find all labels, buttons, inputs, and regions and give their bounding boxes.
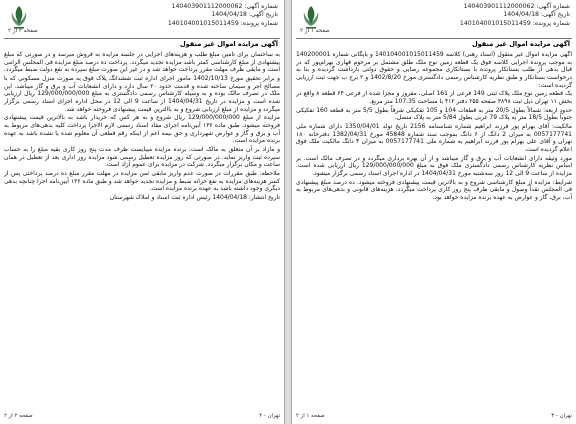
iran-emblem-icon	[300, 4, 322, 30]
ad-date: تاریخ آگهی: 1404/04/18	[503, 11, 570, 19]
page-footer	[4, 413, 280, 422]
page-title: آگهی مزایده اموال غیر منقول	[179, 40, 278, 48]
paragraph: و برابر تحقیق مورخ 1402/10/13 مامور اجرای اداره ثبت ششدانگ پلاک فوق به صورت منزل مسکونی که با مصالح آجر و سیمان ساخته شده و قدمت حدود ۲۰ سال دارد و دارای انشعابات آب و برق و گاز میباشد. این ملک در تصرف مالک بوده و به وسیله کارشناس رسمی دادگستری به مبلغ 129/000/000/000 ریال ارزیابی شده است و مزایده در تاریخ 1404/04/31 از ساعت 9 الی 12 در محل اداره اجرای اسناد رسمی برگزار میگردد و مزایده از مبلغ ارزیابی شروع و به باالترین قیمت پیشنهادی فروخته خواهد شد.	[4, 74, 280, 113]
paragraph: آگهی مزایده اموال غیر منقول (اسناد رهنی) کلاسه 140104001015011459 و بایگانی شماره 140200001 به موجب پرونده اجرایی کلاسه فوق یک قطعه زمین نوع ملک طلق مشتمل بر مرحوم قهاری بهرام‌پور که در قبال بدهی از طلب بستانکار پرونده با بستانکاری مجموعه رضایی و حقوق دولتی بازداشت گردیده و بنا به درخواست بستانکار و طبق نظریه کارشناس رسمی دادگستری مورخ 1402/8/20 و ۲ برج ب جهت ثبت ارزیابی گردیده است:	[296, 51, 572, 89]
ad-number: شماره آگهی: 140403901112000062	[463, 3, 570, 10]
document-body	[4, 51, 280, 412]
footer-left: صفحه ۱ از ۲	[296, 413, 325, 419]
iran-emblem-icon	[8, 4, 30, 30]
case-number: شماره پرونده: 140104001015011459	[167, 19, 278, 27]
page-indicator: صفحه ۱ از ۲	[300, 28, 330, 34]
header-divider	[4, 38, 280, 39]
paragraph: تاریخ انتشار: 1404/04/18 رئیس اداره ثبت اسناد و املاک شهرستان	[109, 193, 280, 201]
ad-number: شماره آگهی: 140403901112000062	[171, 3, 278, 10]
ad-date: تاریخ آگهی: 1404/04/18	[211, 11, 278, 19]
page-footer	[296, 413, 572, 422]
paragraph: حدود اربعه: شمالاً بطول 20/5 متر به قطعات 104 و 105 تفکیکی شرقاً بطول 5/5 متر به قطعه 160 تفکیکی جنوباً بطول 18/5 متر به پلاک 79 غربی بطول 5/84 متر به پلاک متصل.	[296, 106, 572, 122]
paragraph: ملاحظه: طبق مقررات در صورت عدم واریز مابقی ثمن مزایده در مهلت مقرر مبلغ ده درصد پرداختی پس از کسر هزینه‌های مزایده به نفع خزانه ضبط و مزایده تجدید خواهد شد و طبق ماده ۱۳۶ آیین‌نامه اجرا چنانچه بدهی دیگری وجود داشته باشد به عهده برنده مزایده است.	[4, 169, 280, 193]
paragraph: مورد وثیقه دارای انشعابات آب و برق و گاز میباشد و از آن بهره برداری میگردد و در تصرف مالک است. بر اساس نظریه کارشناس رسمی دادگستری ملک فوق به مبلغ 129/000/000/000 ریال ارزیابی شده است. مزایده از ساعت 9 الی 12 روز سه‌شنبه مورخ 1404/04/31 در اداره اجرای اسناد رسمی برگزار میشود.	[296, 154, 572, 177]
ad-meta-block	[460, 3, 570, 28]
footer-right: تهران - ۴	[259, 413, 280, 419]
page-indicator: صفحه ۲ از ۲	[8, 28, 38, 34]
paragraph: مزایده از مبلغ 129/000/000/000 ریال شروع و به هر کس که خریدار باشد به بالاترین قیمت پیشنهادی فروخته میشود. طبق ماده ۱۳۶ آیین‌نامه اجرای مفاد اسناد رسمی لازم الاجرا پرداخت کلیه بدهی‌های مربوط به آب و برق و گاز و عوارض شهرداری و حق بیمه اعم از اینکه رقم قطعی آن معلوم شده یا نشده باشد به عهده برنده مزایده است.	[4, 114, 280, 145]
document-page-1	[291, 0, 576, 424]
ad-meta-block	[168, 3, 278, 28]
document-body	[296, 51, 572, 412]
page-header	[292, 0, 576, 52]
page-header	[0, 0, 284, 52]
paragraph: یک قطعه زمین نوع ملک پلاک ثبتی 149 فرعی از 161 اصلی، مفروز و مجزا شده از فرعی ۶۴ قطعه ۸ واقع در بخش ۱۱ تهران ذیل ثبت ۳۸۹۸ صفحه ۲۵۵ دفتر ۴۱۲ با مساحت 107.35 متر مربع.	[296, 90, 572, 105]
footer-left: صفحه ۲ از ۲	[4, 413, 33, 419]
header-divider	[296, 38, 572, 39]
paragraph: به ساختمان برای تامین مبلغ طلب و هزینه‌های اجرایی در جلسه مزایده به فروش میرسد و در صورتی که مبلغ پیشنهادی از مبلغ کارشناسی کمتر باشد مزایده تجدید میگردد. پرداخت ده درصد مبلغ مزایده فی المجلس الزامی است و مابقی ظرف مهلت مقرر پرداخت خواهد شد و در غیر این صورت مبلغ سپرده به نفع دولت ضبط میگردد.	[4, 51, 280, 74]
document-page-2	[0, 0, 285, 424]
paragraph: شرایط: مزایده از مبلغ کارشناسی شروع و به بالاترین قیمت پیشنهادی فروخته میشود. ده درصد مبلغ پیشنهادی فی المجلس نقداً وصول و مابقی ظرف پنج روز کاری پرداخت میگردد. هزینه‌های قانونی و بدهی‌های مربوط به آب، برق، گاز و عوارض به عهده برنده مزایده خواهد بود.	[296, 178, 572, 201]
case-number: شماره پرونده: 140104001015011459	[459, 19, 570, 27]
paragraph: مالکیت: آقای بهرام پور فرزند ابراهیم شماره شناسنامه 2156 تاریخ تولد 1350/04/01 دارای شماره ملی 0057177741 به میزان 2 دانگ از ۶ دانگ بموجب سند شماره 45848 مورخ 1382/04/31 دفترخانه ۱۸۰ تهران و آقای علی بهرام پور فرزند ابراهیم به شماره ملی 0057177741 به میزان ۴ دانگ مالکیت ملک فوق اعلام گردیده است.	[296, 122, 572, 153]
footer-right: تهران - ۳	[551, 413, 572, 419]
page-title: آگهی مزایده اموال غیر منقول	[471, 40, 570, 48]
paragraph: و مازاد بر آن متعلق به مالک است. برنده مزایده میبایست ظرف مدت پنج روز کاری بقیه مبلغ را به حساب سپرده ثبت واریز نماید. در صورتی که روز مزایده تعطیل رسمی شود مزایده روز اداری بعد از تعطیل در همان ساعت و مکان برگزار میگردد. شرکت در مزایده برای عموم آزاد است.	[4, 145, 280, 169]
